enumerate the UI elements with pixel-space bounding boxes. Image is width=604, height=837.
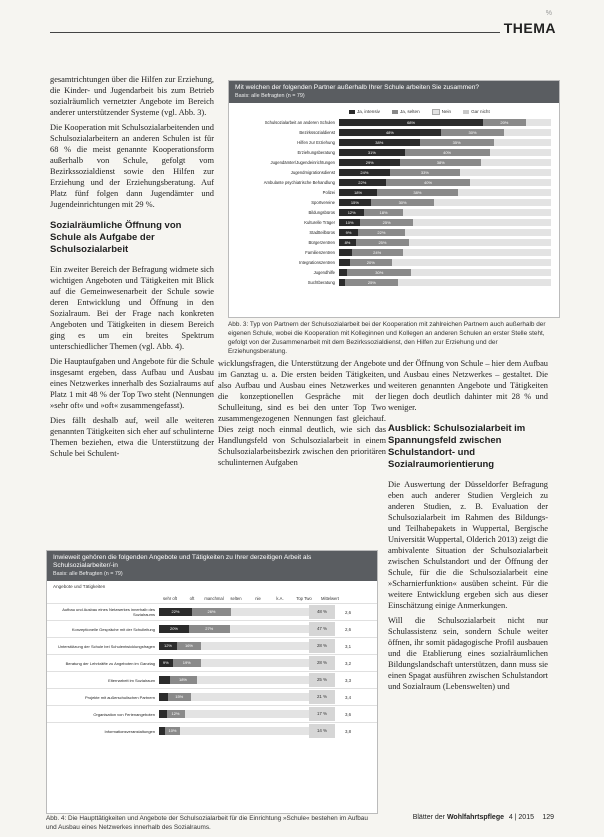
- bar-track: [159, 710, 309, 718]
- category-label: Beratung der Lehrkräfte zu Angeboten im Ganztag: [65, 660, 155, 666]
- figure-3-chart: [228, 80, 560, 318]
- category-label: Bezirkssozialdienst: [299, 130, 335, 135]
- category-label: Polizei: [322, 190, 335, 195]
- bar-segment-intensiv: 31%: [339, 149, 405, 156]
- bar-segment-selten: 30%: [347, 269, 411, 276]
- category-label: Jugendhilfe: [313, 270, 335, 275]
- bar-segment-intensiv: 10%: [339, 219, 360, 226]
- column-header: k.A.: [276, 596, 284, 601]
- column-header: Mittelwert: [321, 596, 339, 601]
- category-label: Elternarbeit im Sozialraum: [108, 677, 155, 683]
- table-row: [47, 688, 377, 705]
- mean-value: 3,1: [344, 643, 352, 649]
- bar-segment-selten: 25%: [345, 279, 398, 286]
- bar-track: [159, 642, 309, 650]
- mean-value: 2,6: [344, 626, 352, 632]
- chart-row: [235, 168, 559, 177]
- bar-track: [339, 269, 551, 276]
- bar-track: [339, 149, 551, 156]
- chart-rows: [47, 603, 377, 739]
- chart-row: [235, 278, 559, 287]
- bar-segment-selten: 24%: [352, 249, 403, 256]
- table-row: [47, 637, 377, 654]
- bar-segment-intensiv: 29%: [339, 159, 400, 166]
- category-label: Sportvereine: [311, 200, 335, 205]
- page-mark: %: [545, 10, 552, 17]
- paragraph: und der Öffnung von Schule – hier dem Aufbau und Ausbau eines Netzwerkes – gestaltet. Die weiteren genannten Angebote und Tätigkeiten liegen doch deutlich dahinter mit 28 % und weniger.: [388, 359, 548, 412]
- bar-segment-selten: 35%: [420, 139, 494, 146]
- bar-segment-selten: 38%: [377, 189, 458, 196]
- chart-row: [235, 228, 559, 237]
- bar-segment-intensiv: 12%: [339, 209, 364, 216]
- category-label: Aufbau und Ausbau eines Netzwerkes innerhalb des Sozialraums: [62, 607, 155, 617]
- bar-segment-intensiv: 8%: [339, 239, 356, 246]
- top-two-value: 28 %: [309, 656, 335, 670]
- mean-value: 2,6: [344, 609, 352, 615]
- paragraph: Ein zweiter Bereich der Befragung widmete sich wichtigen Angeboten und Tätigkeiten mit Blick auf die Gemeinwesenarbeit der Schule sowie deren Entwicklung und Öffnung in den Sozialraum. Bei der Frage nach konkreten Angeboten und Tätigkeiten in diesem Bereich ging es um ein breites Spektrum unterschiedlicher Themen (vgl. Abb. 4).: [50, 265, 214, 351]
- mean-value: 3,4: [344, 694, 352, 700]
- bar-segment-selten: 20%: [483, 119, 525, 126]
- chart-row: [235, 178, 559, 187]
- category-label: Organisation von Ferienangeboten: [93, 711, 155, 717]
- table-header: [47, 596, 377, 601]
- category-label: Suchtberatung: [307, 280, 335, 285]
- bar-segment-oft: 26%: [192, 608, 231, 616]
- section-label: THEMA: [503, 20, 556, 36]
- bar-segment-selten: 22%: [358, 229, 405, 236]
- bar-segment-oft: 16%: [177, 642, 201, 650]
- bar-segment-intensiv: [339, 259, 350, 266]
- chart-row: [235, 148, 559, 157]
- chart-subtitle: Basis: alle Befragten (n = 79): [235, 93, 305, 99]
- bar-segment-oft: 19%: [173, 659, 202, 667]
- top-two-value: 21 %: [309, 690, 335, 704]
- text-column-3: [388, 358, 548, 696]
- legend-item: Ja, intensiv: [349, 109, 380, 115]
- bar-segment-sehr-oft: 9%: [159, 659, 173, 667]
- top-two-value: 25 %: [309, 673, 335, 687]
- bar-segment-sehr-oft: [159, 710, 167, 718]
- bar-segment-selten: 40%: [405, 149, 490, 156]
- chart-row: [235, 138, 559, 147]
- table-row: [47, 620, 377, 637]
- bar-segment-selten: 30%: [441, 129, 505, 136]
- bar-segment-sehr-oft: [159, 676, 170, 684]
- text-column-1: [50, 74, 214, 463]
- mean-value: 3,6: [344, 711, 352, 717]
- chart-row: [235, 208, 559, 217]
- bar-track: [339, 139, 551, 146]
- category-label: Erziehungsberatung: [297, 150, 335, 155]
- category-label: Unterstützung der Schule bei Schulentwicklungsfragen: [58, 643, 155, 649]
- legend-item: Ja, selten: [392, 109, 420, 115]
- bar-segment-selten: 30%: [371, 199, 435, 206]
- bar-segment-oft: 12%: [167, 710, 185, 718]
- bar-segment-sehr-oft: [159, 693, 168, 701]
- bar-segment-selten: 25%: [356, 239, 409, 246]
- bar-track: [159, 659, 309, 667]
- bar-track: [339, 259, 551, 266]
- top-two-value: 17 %: [309, 707, 335, 721]
- category-label: Jugendämter/Jugendeinrichtungen: [270, 160, 335, 165]
- column-header: Top Two: [296, 596, 312, 601]
- header-rule: [50, 32, 500, 33]
- bar-track: [339, 169, 551, 176]
- legend-item: Nein: [432, 109, 451, 115]
- paragraph: gesamtrichtungen über die Hilfen zur Erziehung, die Kinder- und Jugendarbeit bis zum Betrieb sozialräumlich vernetzter Angebote im Bereich anderer unterstützender Systeme (vgl. Abb. 3).: [50, 75, 214, 117]
- bar-segment-selten: 33%: [390, 169, 460, 176]
- figure-4-chart: [46, 550, 378, 814]
- legend-item: Gar nicht: [463, 109, 490, 115]
- figure-header: [229, 81, 559, 103]
- category-label: Konzeptionelle Gespräche mit der Schulleitung: [71, 626, 155, 632]
- bar-segment-intensiv: [339, 269, 347, 276]
- mean-value: 3,2: [344, 660, 352, 666]
- column-header: sehr oft: [163, 596, 177, 601]
- chart-row: [235, 128, 559, 137]
- chart-title: Mit welchen der folgenden Partner außerhalb Ihrer Schule arbeiten Sie zusammen?: [235, 84, 480, 91]
- bar-segment-selten: 40%: [386, 179, 471, 186]
- table-row: [47, 603, 377, 620]
- chart-row: [235, 118, 559, 127]
- bar-track: [159, 727, 309, 735]
- bar-segment-intensiv: 15%: [339, 199, 371, 206]
- paragraph: Die Hauptaufgaben und Angebote für die Schule insgesamt ergeben, dass Aufbau und Ausbau eines Netzwerkes innerhalb des Sozialraums auf Platz 1 mit 48 % der Top Two steht (Nennungen »sehr oft« und »oft« zusammengefasst).: [50, 357, 214, 410]
- column-header: manchmal: [204, 596, 224, 601]
- bar-track: [339, 199, 551, 206]
- bar-segment-intensiv: 38%: [339, 139, 420, 146]
- bar-track: [339, 129, 551, 136]
- bar-segment-sehr-oft: 12%: [159, 642, 177, 650]
- chart-row: [235, 158, 559, 167]
- chart-subtitle: Basis: alle Befragten (n = 79): [53, 571, 123, 577]
- bar-track: [339, 249, 551, 256]
- category-label: Bürgerzentren: [308, 240, 335, 245]
- figure-4-caption: Abb. 4: Die Haupttätigkeiten und Angebote der Schulsozialarbeit für die Einrichtung »Schule« bestehen im Aufbau und Ausbau eines Netzwerkes innerhalb des Sozialraums.: [46, 815, 368, 831]
- table-row: [47, 671, 377, 688]
- bar-segment-intensiv: [339, 249, 352, 256]
- section-heading: Ausblick: Schulsozialarbeit im Spannungsfeld zwischen Schulstandort- und Sozialraumorientierung: [388, 423, 526, 470]
- table-row: [47, 705, 377, 722]
- paragraph: Die Kooperation mit Schulsozialarbeitenden und Schulsozialarbeitern an anderen Schulen ist für 68 % die meist genannte Kooperationsform außerhalb von Schule, gefolgt vom Bezirkssozialdienst sowie den Hilfen zur Erziehung und der Erziehungsberatung. Auf Platz fünf folgen dann Jugendämter und Jugendeinrichtungen mit 29 %.: [50, 123, 214, 209]
- paragraph: wicklungsfragen, die Unterstützung der Angebote im Ganztag u. a. Die ersten beiden Tätigkeiten, also Aufbau und Ausbau eines Netzwerkes und die konzeptionellen Gespräche mit der Schulleitung, sind es bei den unter Top Two zusammengezogenen Nennungen fast gleichauf. Dies zeigt noch einmal deutlich, wie sich das Handlungsfeld von Schulsozialarbeit in einem Schulsozialarbeitsbezirk zwischen den prioritären schulinternen Aufgaben: [218, 359, 386, 467]
- bar-track: [159, 693, 309, 701]
- bar-segment-oft: 10%: [165, 727, 180, 735]
- bar-track: [339, 219, 551, 226]
- text-column-2: [218, 358, 386, 472]
- bar-track: [159, 676, 309, 684]
- bar-track: [339, 239, 551, 246]
- bar-segment-intensiv: 18%: [339, 189, 377, 196]
- bar-track: [159, 625, 309, 633]
- category-label: Schulsozialarbeit an anderen Schulen: [264, 120, 335, 125]
- bar-segment-intensiv: 22%: [339, 179, 386, 186]
- figure-header: [47, 551, 377, 581]
- chart-rows: [235, 118, 559, 287]
- category-label: Hilfen zur Erziehung: [297, 140, 335, 145]
- chart-row: [235, 248, 559, 257]
- table-row: [47, 654, 377, 671]
- column-header: selten: [230, 596, 242, 601]
- table-row: [47, 722, 377, 739]
- figure-3-caption: Abb. 3: Typ von Partnern der Schulsozialarbeit bei der Kooperation mit zahlreichen Partnern auch außerhalb der eigenen Schule, wobei die Kooperation mit Kolleginnen und Kollegen an anderen Schulen an erster Stelle steht, gefolgt von der Zusammenarbeit mit dem Bezirkssozialdienst, den Hilfen zur Erziehung und der Erziehungsberatung.: [228, 321, 546, 355]
- bar-track: [339, 119, 551, 126]
- top-two-value: 48 %: [309, 605, 335, 619]
- bar-track: [159, 608, 309, 616]
- bar-segment-selten: 18%: [364, 209, 402, 216]
- paragraph: Dies fällt deshalb auf, weil alle weiteren genannten Tätigkeiten sich eher auf schulinterne Themen beziehen, etwa die Unterstützung der Schule bei Schulent-: [50, 416, 214, 458]
- top-two-value: 47 %: [309, 622, 335, 636]
- chart-row: [235, 218, 559, 227]
- category-label: Kulturelle Träger: [304, 220, 335, 225]
- chart-row: [235, 188, 559, 197]
- page-number: 129: [542, 814, 554, 821]
- category-label: Integrationszentren: [299, 260, 335, 265]
- bar-segment-selten: 38%: [400, 159, 481, 166]
- column-header: nie: [255, 596, 261, 601]
- bar-track: [339, 159, 551, 166]
- bar-track: [339, 179, 551, 186]
- chart-subtitle-2: Angebote und Tätigkeiten: [53, 584, 106, 589]
- bar-segment-selten: 20%: [350, 259, 392, 266]
- chart-row: [235, 258, 559, 267]
- bar-segment-oft: 15%: [168, 693, 191, 701]
- bar-segment-intensiv: 24%: [339, 169, 390, 176]
- bar-segment-intensiv: 68%: [339, 119, 483, 126]
- journal-name: Blätter der Wohlfahrtspflege: [412, 814, 504, 821]
- issue-number: 4 | 2015: [508, 814, 534, 821]
- chart-row: [235, 198, 559, 207]
- bar-segment-sehr-oft: 22%: [159, 608, 192, 616]
- bar-segment-oft: 18%: [170, 676, 197, 684]
- category-label: Bildungsbüros: [308, 210, 335, 215]
- mean-value: 3,8: [344, 728, 352, 734]
- bar-track: [339, 229, 551, 236]
- column-header: oft: [189, 596, 195, 601]
- bar-segment-intensiv: 48%: [339, 129, 441, 136]
- category-label: Projekte mit außerschulischen Partnern: [84, 694, 155, 700]
- bar-segment-oft: 27%: [189, 625, 230, 633]
- bar-segment-intensiv: 9%: [339, 229, 358, 236]
- bar-segment-selten: 25%: [360, 219, 413, 226]
- paragraph: Will die Schulsozialarbeit nicht nur Schulassistenz sein, sondern Schule weiter öffnen, ihr somit pädagogische Profil ausbauen und die Etablierung eines sozialräumlichen Bildungslandschaft unterstützen, dann muss sie einen Spagat ausführen zwischen Schulstandort und Sozialraum (Lebenswelten) und: [388, 616, 548, 691]
- paragraph: Die Auswertung der Düsseldorfer Befragung eben auch anderer Studien Vergleich zu anderen Studien, z. B. Evaluation der Schulsozialarbeit im Rahmen des Bildungs- und Teilhabepakets in Wuppertal, Bergische Universität Wuppertal, Olderich 2013) zeigt die ambivalente Situation der Schulsozialarbeit zwischen Schulstandort und der Öffnung der Schule, für die die Schulsozialarbeit eine »Scharnierfunktion« ausüben scheint. Für die weitere Entwicklung ergeben sich aus dieser Einschätzung einige Anmerkungen.: [388, 480, 548, 610]
- category-label: Stadtteilbüros: [309, 230, 335, 235]
- top-two-value: 14 %: [309, 724, 335, 738]
- category-label: Ambulante psychiatrische Behandlung: [263, 180, 335, 185]
- chart-row: [235, 268, 559, 277]
- chart-row: [235, 238, 559, 247]
- category-label: Informationsveranstaltungen: [104, 728, 155, 734]
- bar-track: [339, 209, 551, 216]
- category-label: Jugendmigrationsdienst: [290, 170, 335, 175]
- bar-track: [339, 189, 551, 196]
- mean-value: 3,3: [344, 677, 352, 683]
- top-two-value: 28 %: [309, 639, 335, 653]
- section-heading: Sozialräumliche Öffnung von Schule als Aufgabe der Schulsozialarbeit: [50, 220, 182, 255]
- chart-legend: [229, 109, 559, 115]
- category-label: Familienzentren: [305, 250, 335, 255]
- bar-track: [339, 279, 551, 286]
- bar-segment-sehr-oft: 20%: [159, 625, 189, 633]
- chart-title: Inwieweit gehören die folgenden Angebote und Tätigkeiten zu Ihrer derzeitigen Arbeit als Schulsozialarbeiter/-in: [53, 554, 312, 569]
